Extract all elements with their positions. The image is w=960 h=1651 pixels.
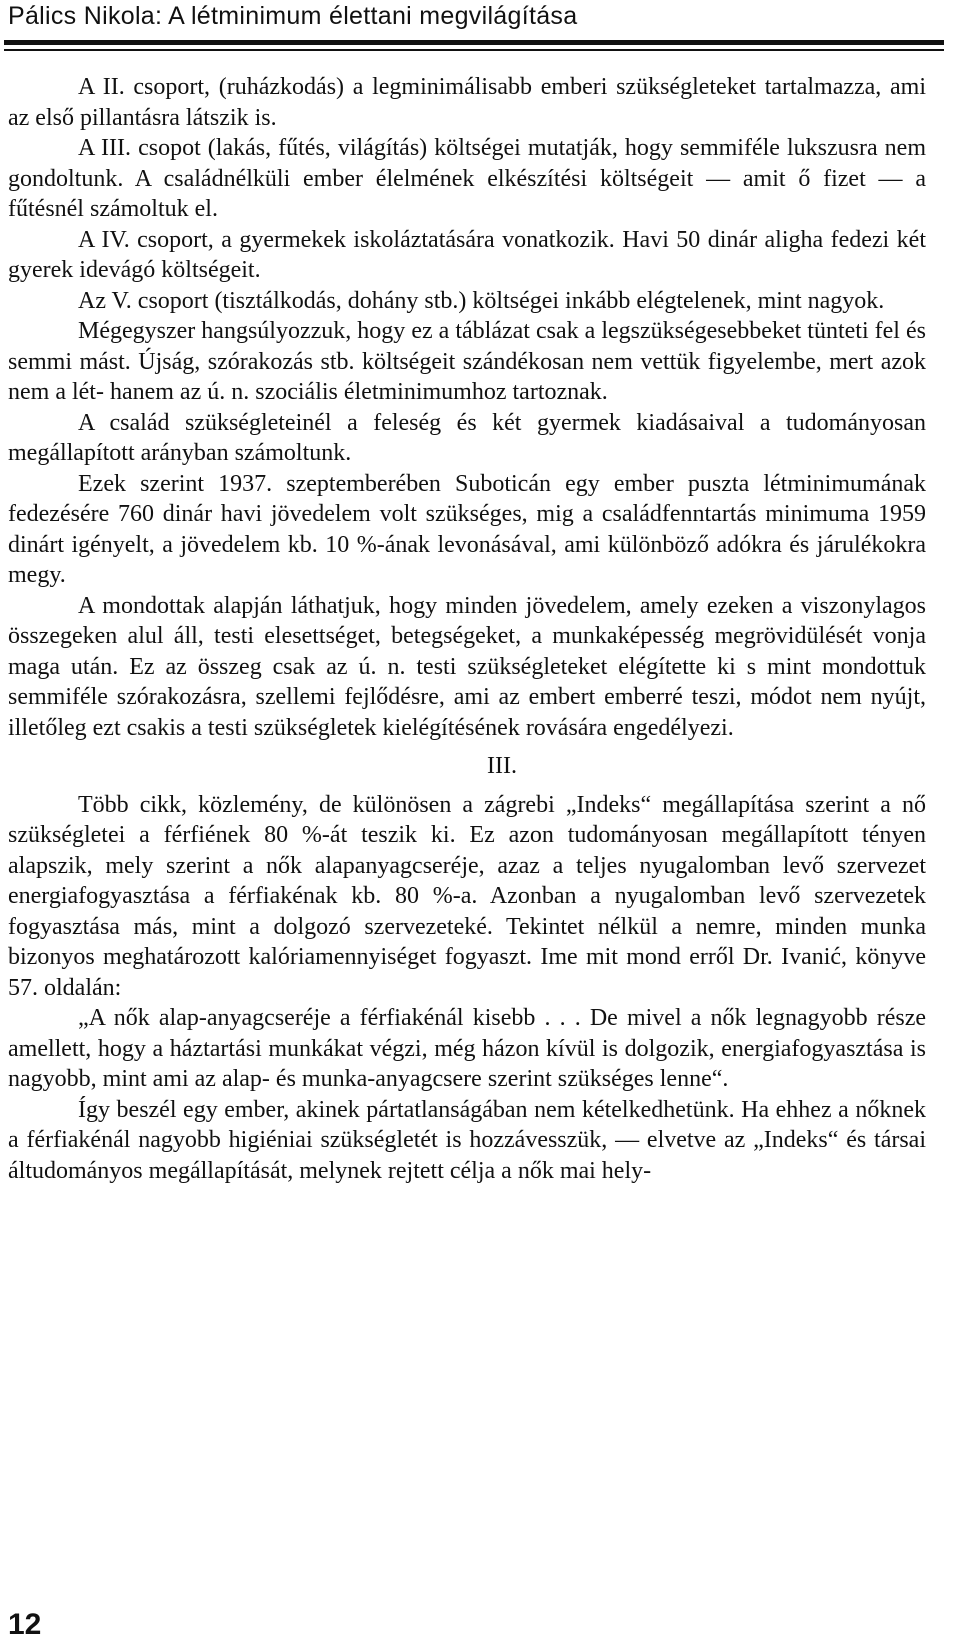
page-number: 12	[8, 1608, 42, 1641]
paragraph-closing: Így beszél egy ember, akinek pártatlanságában nem kételkedhetünk. Ha ehhez a nőknek a férfiakénál nagyobb higiéniai szükségletét is hozzávesszük, — elvetve az „Indeks“ és társai áltudományos megállapítását, melynek rejtett célja a nők mai hely-	[8, 1096, 926, 1184]
paragraph-subotica-minimum: Ezek szerint 1937. szeptemberében Suboticán egy ember puszta létminimumának fedezésére 760 dinár havi jövedelem volt szükséges, mig a családfenntartás minimuma 1959 dinárt igényelt, a jövedelem kb. 10 %-ának levonásával, ami különböző adókra és járulékokra megy.	[8, 470, 926, 588]
paragraph-group-ii: A II. csoport, (ruházkodás) a legminimálisabb emberi szükségleteket tartalmazza, ami az első pillantásra látszik is.	[8, 74, 926, 131]
header-rule-thick	[4, 40, 944, 45]
body-text	[8, 72, 926, 1186]
section-heading: III.	[487, 753, 517, 779]
paragraph-group-iv: A IV. csoport, a gyermekek iskoláztatására vonatkozik. Havi 50 dinár aligha fedezi két gyerek idevágó költségeit.	[8, 226, 926, 283]
paragraph-group-iii: A III. csopot (lakás, fűtés, világítás) költségei mutatják, hogy semmiféle lukszusra nem gondoltunk. A családnélküli ember élelmének elkészítési költségeit — amit ő fizet — a fűtésnél számoltuk el.	[8, 135, 926, 222]
paragraph-indeks: Több cikk, közlemény, de különösen a zágrebi „Indeks“ megállapítása szerint a nő szükségletei a férfiének 80 %-át teszik ki. Ez azon tudományosan megállapított tényen alapszik, mely szerint a nők alapanyagcseréje, azaz a teljes nyugalomban levő szervezet energiafogyasztása a férfiakénak kb. 80 %-a. Azonban a nyugalomban levő szervezetek fogyasztása más, mint a dolgozó szervezeteké. Tekintet nélkül a nemre, minden munka bizonyos meghatározott kalóriamennyiséget fogyaszt. Ime mit mond erről Dr. Ivanić, könyve 57. oldalán:	[8, 791, 926, 1001]
quotation-ivanic: „A nők alap-anyagcseréje a férfiakénál kisebb . . . De mivel a nők legnagyobb része amellett, hogy a háztartási munkákat végzi, még házon kívül is dolgozik, energiafogyasztása is nagyobb, mint ami az alap- és munka-anyagcsere szerint szükséges lenne“.	[8, 1005, 926, 1092]
paragraph-conclusion: A mondottak alapján láthatjuk, hogy minden jövedelem, amely ezeken a viszonylagos összegeken alul áll, testi elesettséget, betegségeket, a munkaképesség megrövidülését vonja maga után. Ez az összeg csak az ú. n. testi szükségleteket elégítette ki s mint mondottuk semmiféle szórakozásra, szellemi fejlődésre, ami az embert emberré teszi, módot nem nyújt, illetőleg ezt csakis a testi szükségletek kielégítésének rovására engedélyezi.	[8, 592, 926, 741]
header-rule-thin	[4, 49, 944, 51]
paragraph-group-v: Az V. csoport (tisztálkodás, dohány stb.) költségei inkább elégtelenek, mint nagyok.	[78, 287, 885, 314]
running-head: Pálics Nikola: A létminimum élettani megvilágítása	[8, 2, 578, 30]
paragraph-family-needs: A család szükségleteinél a feleség és két gyermek kiadásaival a tudományosan megállapított arányban számoltunk.	[8, 409, 926, 466]
paragraph-emphasis: Mégegyszer hangsúlyozzuk, hogy ez a táblázat csak a legszükségesebbeket tünteti fel és semmi mást. Újság, szórakozás stb. költségeit szándékosan nem vettük figyelembe, mert azok nem a lét- hanem az ú. n. szociális életminimumhoz tartoznak.	[8, 318, 926, 405]
